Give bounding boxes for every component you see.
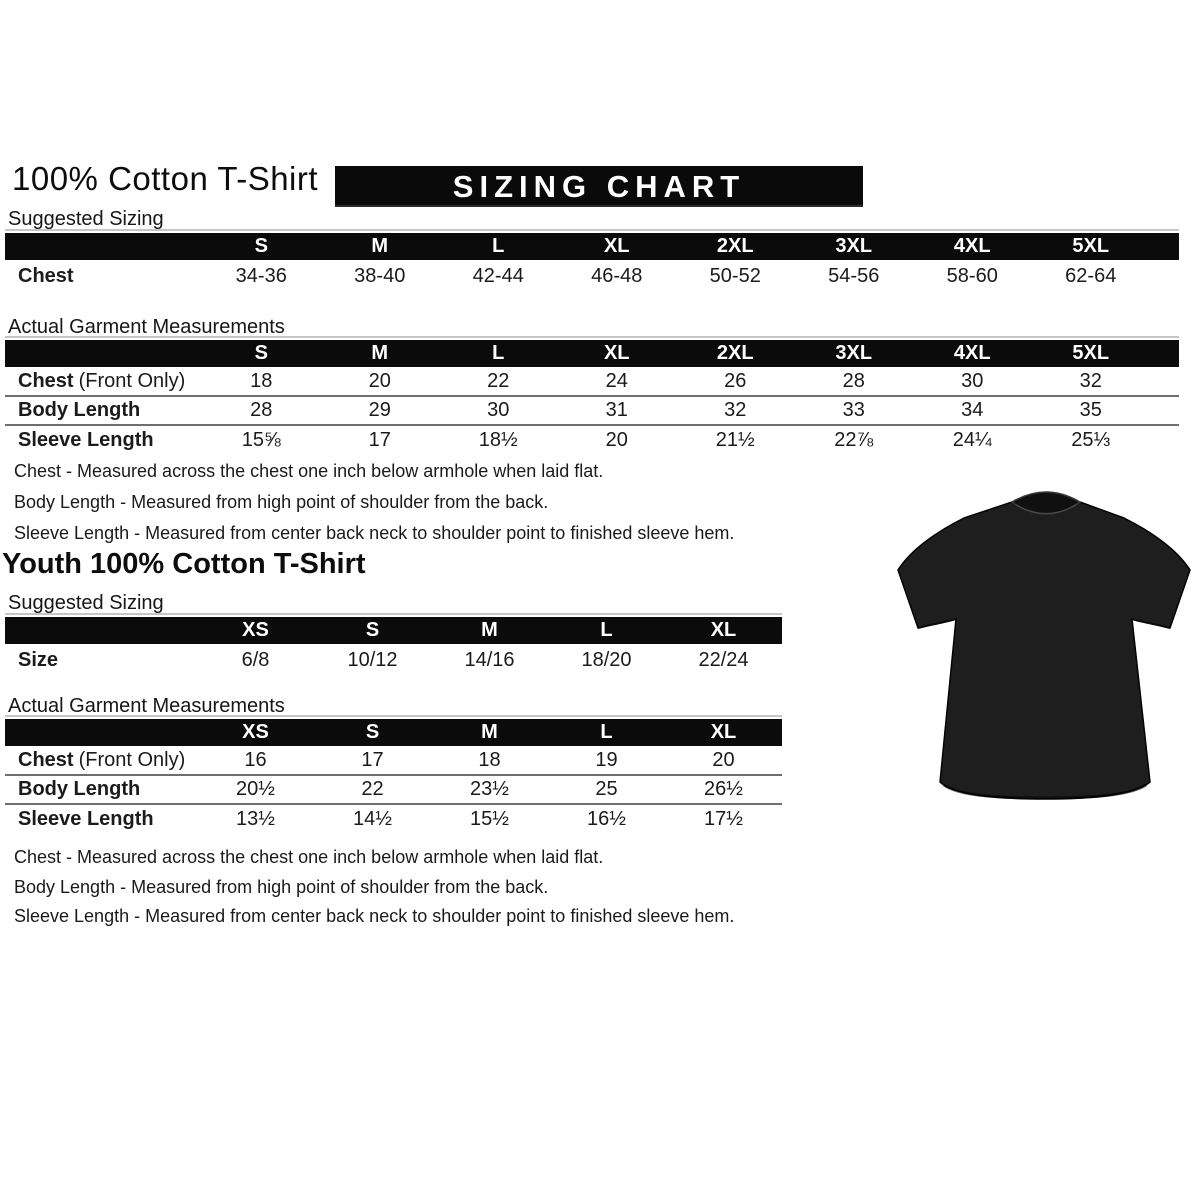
row-label-suffix: (Front Only): [78, 748, 186, 771]
table-row: [5, 775, 782, 804]
size-column-header: M: [321, 340, 440, 367]
cell: 42-44: [472, 264, 524, 287]
header-spacer: [5, 233, 202, 260]
size-column-header: 5XL: [1032, 233, 1151, 260]
cell: 22: [487, 369, 510, 392]
adult-measurement-notes: [14, 456, 734, 549]
size-column-header: XS: [197, 719, 314, 746]
note-line: Sleeve Length - Measured from center back neck to shoulder point to finished sleeve hem.: [14, 906, 735, 926]
cell: 10/12: [347, 648, 398, 671]
youth-actual-table: [5, 719, 782, 833]
size-header-row: [5, 233, 1179, 260]
cell: 32: [724, 399, 747, 421]
cell-spacer: [1150, 425, 1179, 454]
cell: 54-56: [828, 264, 880, 287]
cell: 17½: [704, 807, 743, 830]
cell: 26½: [704, 778, 743, 800]
size-column-header: M: [321, 233, 440, 260]
note-line: Chest - Measured across the chest one inch below armhole when laid flat.: [14, 847, 604, 867]
size-column-header: XL: [665, 617, 782, 644]
size-column-header: M: [431, 719, 548, 746]
row-label: [5, 367, 202, 396]
cell: 18½: [478, 428, 518, 451]
cell: 33: [842, 399, 865, 421]
cell: 6/8: [241, 648, 270, 671]
tshirt-graphic: [888, 486, 1200, 806]
row-label-text: Body Length: [18, 778, 141, 800]
cell: 25: [595, 778, 618, 800]
table-row: [5, 260, 1179, 292]
cell: 14/16: [464, 648, 515, 671]
cell: 13½: [236, 807, 275, 830]
size-header-row: [5, 719, 782, 746]
row-label-text: Chest: [18, 264, 74, 287]
row-label: [5, 644, 197, 676]
cell: 17: [361, 748, 384, 771]
youth-measurement-notes: [14, 843, 734, 932]
cell: 16: [244, 748, 267, 771]
cell: 34: [961, 399, 984, 421]
cell: 21½: [715, 428, 755, 451]
size-column-header: S: [202, 233, 321, 260]
cell: 19: [595, 748, 618, 771]
cell: 31: [605, 399, 628, 421]
row-label-text: Chest: [18, 369, 74, 392]
youth-suggested-table: [5, 617, 782, 676]
cell: 50-52: [709, 264, 761, 287]
cell: 18: [478, 748, 501, 771]
row-label-text: Body Length: [18, 399, 141, 421]
youth-suggested-table-wrap: [5, 613, 782, 676]
cell: 22: [361, 778, 384, 800]
row-label: [5, 396, 202, 425]
table-row: [5, 644, 782, 676]
adult-actual-table: [5, 340, 1179, 454]
page-title: 100% Cotton T-Shirt: [12, 160, 319, 197]
youth-section-title: Youth 100% Cotton T-Shirt: [2, 548, 366, 580]
cell: 38-40: [354, 264, 406, 287]
size-column-header: S: [314, 719, 431, 746]
row-label: [5, 775, 197, 804]
cell: 15⅝: [241, 428, 281, 451]
row-label: [5, 746, 197, 775]
note-line: Body Length - Measured from high point of shoulder from the back.: [14, 492, 549, 512]
cell: 20: [712, 748, 735, 771]
cell: 23½: [470, 778, 509, 800]
cell: 46-48: [591, 264, 643, 287]
table-row: [5, 425, 1179, 454]
table-row: [5, 746, 782, 775]
cell: 58-60: [946, 264, 998, 287]
adult-actual-measurements-label: Actual Garment Measurements: [8, 316, 285, 338]
cell: 18/20: [581, 648, 632, 671]
header-spacer: [5, 617, 197, 644]
sizing-chart-banner: [335, 166, 863, 207]
row-label-text: Sleeve Length: [18, 428, 154, 451]
cell: 35: [1079, 399, 1102, 421]
note-line: Chest - Measured across the chest one inch below armhole when laid flat.: [14, 461, 604, 481]
size-header-row: [5, 617, 782, 644]
header-spacer: [5, 340, 202, 367]
cell-spacer: [1150, 367, 1179, 396]
note-line: Sleeve Length - Measured from center back neck to shoulder point to finished sleeve hem.: [14, 523, 735, 543]
header-spacer: [1150, 340, 1179, 367]
note-line: Body Length - Measured from high point of shoulder from the back.: [14, 876, 549, 897]
youth-actual-measurements-label: Actual Garment Measurements: [8, 695, 285, 717]
cell: 14½: [353, 807, 392, 830]
row-label: [5, 804, 197, 833]
sizing-chart-banner-text: SIZING CHART: [452, 169, 746, 204]
size-column-header: 4XL: [913, 340, 1032, 367]
cell: 28: [250, 399, 273, 421]
size-column-header: XL: [558, 233, 677, 260]
cell: 22/24: [698, 648, 749, 671]
cell: 29: [368, 399, 391, 421]
adult-actual-table-wrap: [5, 336, 1179, 454]
size-column-header: L: [548, 617, 665, 644]
cell-spacer: [1150, 396, 1179, 425]
header-spacer: [1150, 233, 1179, 260]
size-column-header: S: [202, 340, 321, 367]
cell: 25⅓: [1071, 428, 1111, 451]
size-column-header: S: [314, 617, 431, 644]
cell: 24: [605, 369, 628, 392]
size-column-header: L: [439, 340, 558, 367]
cell: 22⅞: [834, 428, 874, 451]
cell: 30: [961, 369, 984, 392]
row-label-text: Chest: [18, 748, 74, 771]
row-label-suffix: (Front Only): [78, 369, 186, 392]
header-spacer: [5, 719, 197, 746]
cell: 20: [605, 428, 628, 451]
youth-suggested-sizing-label: Suggested Sizing: [8, 592, 164, 614]
cell: 24¼: [952, 428, 992, 451]
cell: 32: [1079, 369, 1102, 392]
row-label-text: Sleeve Length: [18, 807, 154, 830]
adult-suggested-table: [5, 233, 1179, 292]
youth-actual-table-wrap: [5, 715, 782, 833]
cell: 15½: [470, 807, 509, 830]
table-row: [5, 804, 782, 833]
cell: 16½: [587, 807, 626, 830]
size-column-header: M: [431, 617, 548, 644]
cell: 26: [724, 369, 747, 392]
size-column-header: 2XL: [676, 340, 795, 367]
cell: 20½: [236, 778, 275, 800]
cell: 34-36: [235, 264, 287, 287]
cell: 30: [487, 399, 510, 421]
cell-spacer: [1150, 260, 1179, 292]
adult-suggested-table-wrap: [5, 229, 1179, 292]
adult-suggested-sizing-label: Suggested Sizing: [8, 208, 164, 230]
tshirt-body: [898, 502, 1190, 799]
row-label: [5, 260, 202, 292]
size-column-header: 2XL: [676, 233, 795, 260]
cell: 28: [842, 369, 865, 392]
row-label: [5, 425, 202, 454]
size-column-header: 4XL: [913, 233, 1032, 260]
size-header-row: [5, 340, 1179, 367]
size-column-header: XS: [197, 617, 314, 644]
cell: 17: [368, 428, 391, 451]
cell: 20: [368, 369, 391, 392]
table-row: [5, 396, 1179, 425]
size-column-header: XL: [558, 340, 677, 367]
size-column-header: L: [548, 719, 665, 746]
size-column-header: 5XL: [1032, 340, 1151, 367]
table-row: [5, 367, 1179, 396]
row-label-text: Size: [18, 648, 59, 671]
cell: 62-64: [1065, 264, 1117, 287]
size-column-header: 3XL: [795, 233, 914, 260]
size-column-header: 3XL: [795, 340, 914, 367]
size-column-header: L: [439, 233, 558, 260]
size-column-header: XL: [665, 719, 782, 746]
black-tshirt-image: [888, 486, 1200, 806]
cell: 18: [250, 369, 273, 392]
